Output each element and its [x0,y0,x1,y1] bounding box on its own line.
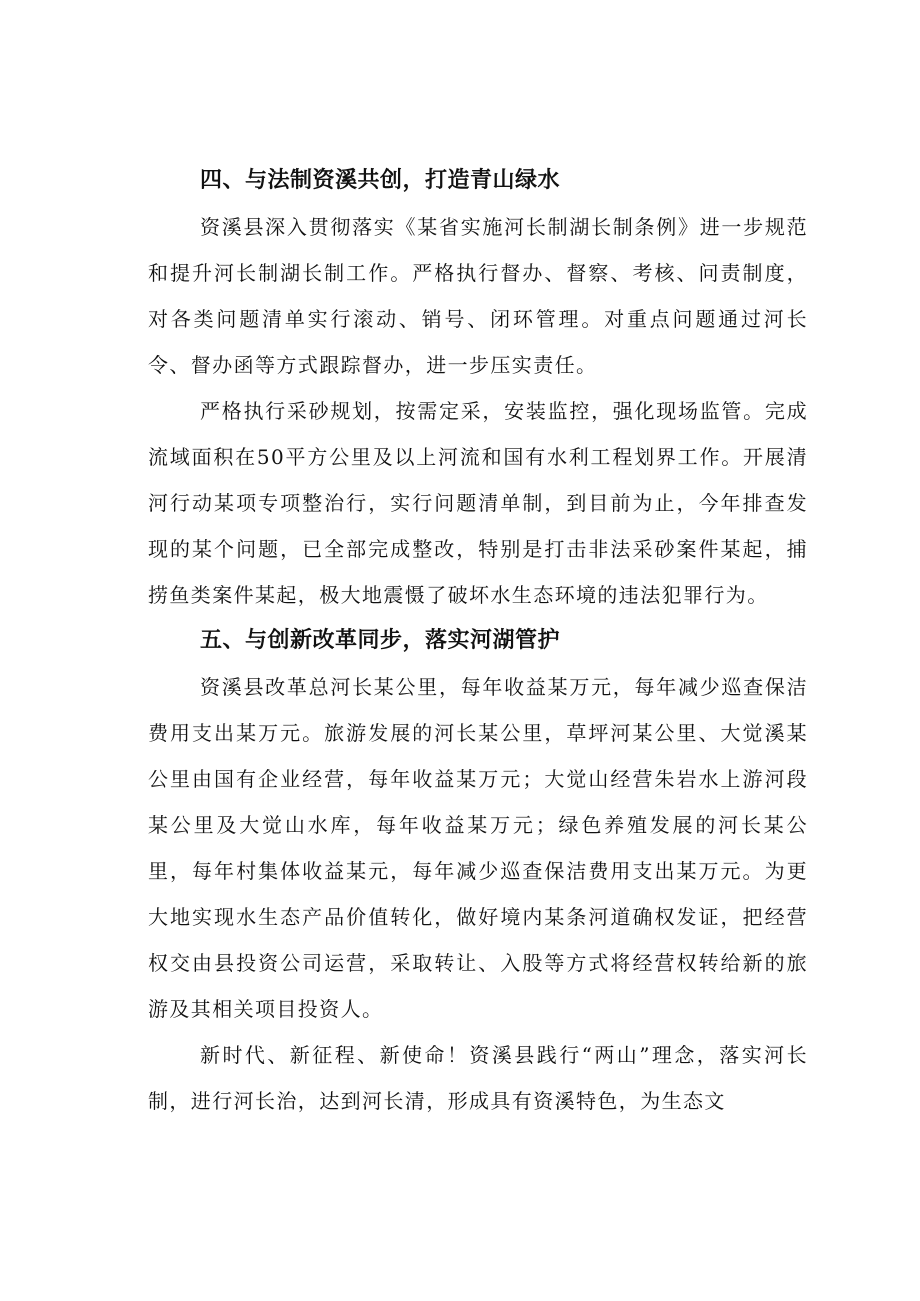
section-four-paragraph-2: 严格执行采砂规划，按需定采，安装监控，强化现场监管。完成流域面积在50平方公里及以上河流和国有水利工程划界工作。开展清河行动某项专项整治行，实行问题清单制，到目前为止，今年排查发现的某个问题，已全部完成整改，特别是打击非法采砂案件某起，捕捞鱼类案件某起，极大地震慑了破坏水生态环境的违法犯罪行为。 [148,399,808,607]
section-five-heading: 五、与创新改革同步，落实河湖管护 [200,628,561,653]
section-five-paragraph-1: 资溪县改革总河长某公里，每年收益某万元，每年减少巡查保洁费用支出某万元。旅游发展的河长某公里，草坪河某公里、大觉溪某公里由国有企业经营，每年收益某万元；大觉山经营朱岩水上游河段某公里及大觉山水库，每年收益某万元；绿色养殖发展的河长某公里，每年村集体收益某元，每年减少巡查保洁费用支出某万元。为更大地实现水生态产品价值转化，做好境内某条河道确权发证，把经营权交由县投资公司运营，采取转让、入股等方式将经营权转给新的旅游及其相关项目投资人。 [148,675,808,1021]
section-four-heading: 四、与法制资溪共创，打造青山绿水 [200,168,561,193]
section-five-paragraph-2: 新时代、新征程、新使命！资溪县践行“两山”理念，落实河长制，进行河长治，达到河长清，形成具有资溪特色，为生态文 [148,1043,808,1113]
section-four-paragraph-1: 资溪县深入贯彻落实《某省实施河长制湖长制条例》进一步规范和提升河长制湖长制工作。严格执行督办、督察、考核、问责制度，对各类问题清单实行滚动、销号、闭环管理。对重点问题通过河长令、督办函等方式跟踪督办，进一步压实责任。 [148,215,808,377]
document-body [148,158,808,1124]
